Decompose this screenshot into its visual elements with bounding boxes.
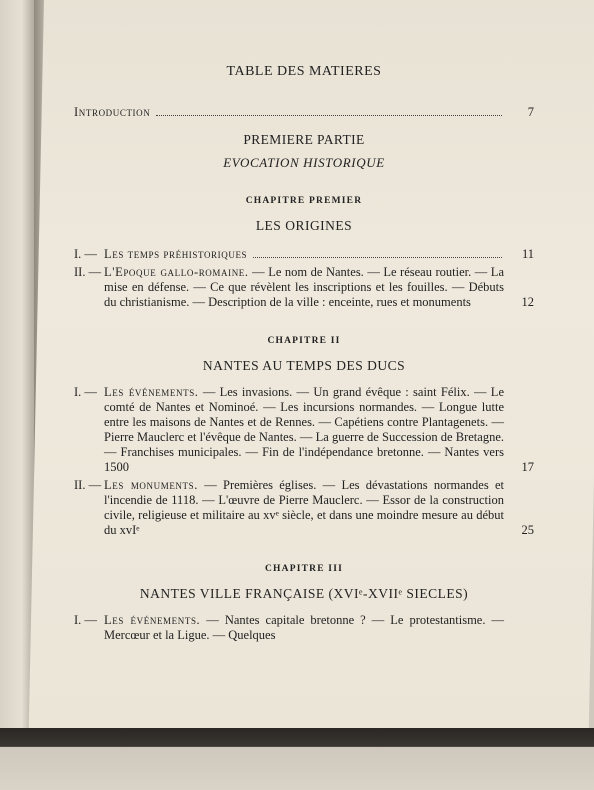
leader-dots xyxy=(253,257,502,258)
entry-label: L'Epoque gallo-romaine. xyxy=(104,265,249,279)
entry-text: — Le nom de Nantes. — Le réseau routier. — La mise en défense. — Ce que révèlent les inscriptions et les fouilles. — Débuts du christianisme. — Description de la ville : enceinte, rues et monuments xyxy=(104,265,504,309)
chapter-number: CHAPITRE PREMIER xyxy=(245,196,363,206)
entry-label: Les monuments. xyxy=(104,478,198,492)
toc-entry xyxy=(74,247,534,262)
entry-label: Les événements. xyxy=(104,385,199,399)
entry-page: 17 xyxy=(521,460,534,474)
chapter-number: CHAPITRE II xyxy=(267,336,341,346)
entry-number: II. — xyxy=(74,478,102,492)
entry-text: — Les invasions. — Un grand évêque : saint Félix. — Le comté de Nantes et Nominoé. — Les incursions normandes. — Longue lutte entre les maisons de Nantes et de Rennes. — Capétiens contre Plantagenets. — Pierre Mauclerc et l'évêque de Nantes. — La guerre de Succession de Bretagne. — Franchises municipales. — Fin de l'indépendance bretonne. — Nantes vers 1500 xyxy=(104,385,504,474)
part-title: PREMIERE PARTIE xyxy=(243,132,365,147)
entry-text: — Nantes capitale bretonne ? — Le protestantisme. — Mercœur et la Ligue. — Quelques xyxy=(104,613,504,642)
entry-number: I. — xyxy=(74,385,97,399)
chapter-title: LES ORIGINES xyxy=(255,218,353,233)
page-bottom-shadow xyxy=(0,728,594,790)
toc-content xyxy=(74,58,534,643)
toc-entry xyxy=(74,613,534,643)
chapter-title: NANTES AU TEMPS DES DUCS xyxy=(202,358,406,373)
toc-entry xyxy=(74,265,534,310)
entry-page: 12 xyxy=(521,295,534,309)
chapter-title: NANTES VILLE FRANÇAISE (XVIᵉ-XVIIᵉ SIECLES) xyxy=(139,586,469,601)
toc-title: TABLE DES MATIERES xyxy=(226,64,382,79)
entry-page: 11 xyxy=(521,247,534,261)
intro-page: 7 xyxy=(527,105,534,119)
intro-label: Introduction xyxy=(74,105,151,119)
chapter-number: CHAPITRE III xyxy=(264,564,343,574)
leader-dots xyxy=(156,115,502,116)
entry-number: I. — xyxy=(74,613,97,627)
entry-number: I. — xyxy=(74,247,97,261)
entry-label: Les événements. xyxy=(104,613,201,627)
toc-intro-row xyxy=(74,105,534,120)
entry-text: — Premières églises. — Les dévastations normandes et l'incendie de 1118. — L'œuvre de Pierre Mauclerc. — Essor de la construction civile, religieuse et militaire au xvᵉ siècle, et dans une moindre mesure au début du xvIᵉ xyxy=(104,478,504,537)
toc-entry xyxy=(74,478,534,538)
entry-number: II. — xyxy=(74,265,102,279)
entry-label: Les temps préhistoriques xyxy=(104,247,248,261)
part-subtitle: EVOCATION HISTORIQUE xyxy=(223,155,385,170)
entry-page: 25 xyxy=(521,523,534,537)
toc-entry xyxy=(74,385,534,475)
